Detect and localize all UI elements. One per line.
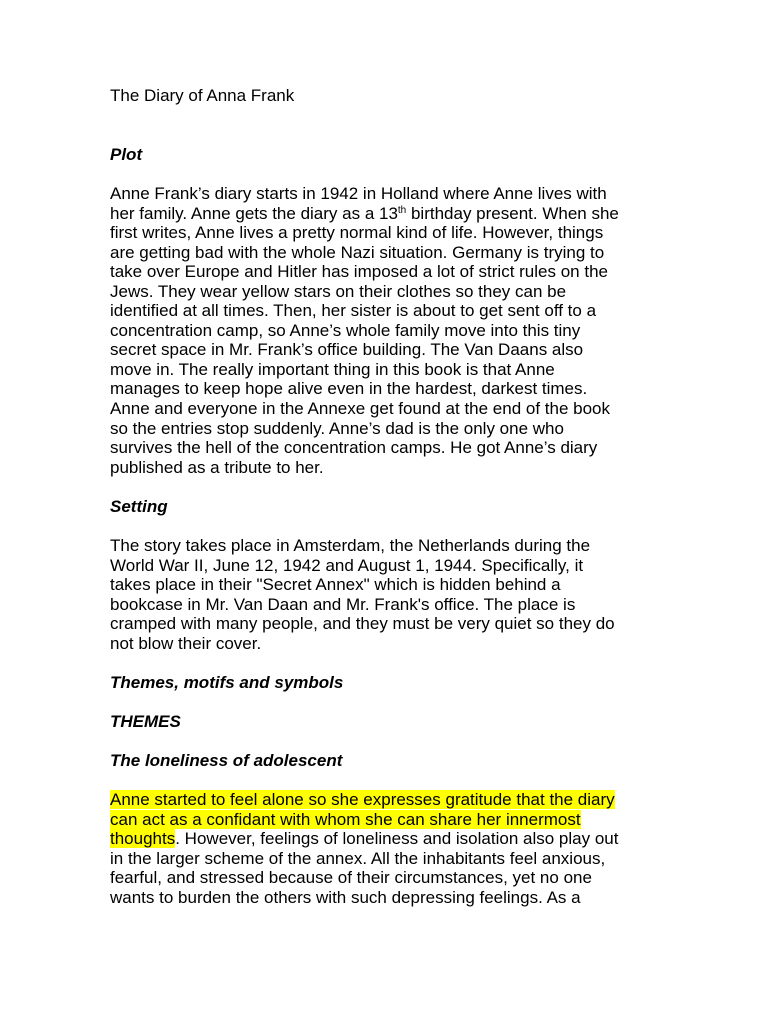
plot-line-13: so the entries stop suddenly. Anne’s dad is the only one who (110, 418, 564, 438)
ordinal-superscript: th (397, 204, 407, 216)
plot-line-2 (110, 204, 670, 224)
loneliness-line-4: in the larger scheme of the annex. All the inhabitants feel anxious, (110, 848, 606, 868)
loneliness-line-1 (110, 790, 670, 810)
plot-paragraph (110, 184, 670, 477)
plot-line-9: secret space in Mr. Frank’s office building. The Van Daans also (110, 340, 584, 360)
setting-line-6: not blow their cover. (110, 633, 262, 653)
loneliness-line-3-rest: . However, feelings of loneliness and isolation also play out (175, 829, 619, 849)
themes-heading: Themes, motifs and symbols (110, 673, 344, 692)
plot-line-4: are getting bad with the whole Nazi situation. Germany is trying to (110, 242, 605, 262)
plot-line-2-end: birthday present. When she (406, 203, 619, 223)
plot-line-11: manages to keep hope alive even in the hardest, darkest times. (110, 379, 588, 399)
plot-line-10: move in. The really important thing in this book is that Anne (110, 359, 555, 379)
plot-line-5: take over Europe and Hitler has imposed a lot of strict rules on the (110, 262, 608, 282)
setting-heading: Setting (110, 497, 168, 516)
plot-heading: Plot (110, 145, 143, 164)
plot-line-3: first writes, Anne lives a pretty normal kind of life. However, things (110, 223, 604, 243)
loneliness-line-2 (110, 810, 670, 830)
plot-line-12: Anne and everyone in the Annexe get found at the end of the book (110, 399, 611, 419)
loneliness-paragraph (110, 790, 670, 907)
loneliness-heading: The loneliness of adolescent (110, 751, 343, 770)
plot-line-8: concentration camp, so Anne’s whole family move into this tiny (110, 320, 581, 340)
plot-line-14: survives the hell of the concentration camps. He got Anne’s diary (110, 438, 598, 458)
document-title: The Diary of Anna Frank (110, 86, 295, 105)
themes-subheading: THEMES (110, 712, 181, 731)
setting-line-4: bookcase in Mr. Van Daan and Mr. Frank's office. The place is (110, 594, 576, 614)
plot-line-1: Anne Frank’s diary starts in 1942 in Holland where Anne lives with (110, 184, 607, 203)
highlighted-text: Anne started to feel alone so she expresses gratitude that the diary (110, 790, 615, 809)
setting-line-2: World War II, June 12, 1942 and August 1, 1944. Specifically, it (110, 555, 584, 575)
loneliness-line-3 (110, 829, 670, 849)
highlighted-text: can act as a confidant with whom she can share her innermost (110, 809, 581, 829)
setting-line-3: takes place in their "Secret Annex" which is hidden behind a (110, 575, 561, 595)
setting-line-1: The story takes place in Amsterdam, the Netherlands during the (110, 536, 591, 555)
plot-line-6: Jews. They wear yellow stars on their clothes so they can be (110, 281, 567, 301)
loneliness-line-5: fearful, and stressed because of their circumstances, yet no one (110, 868, 592, 888)
setting-line-5: cramped with many people, and they must be very quiet so they do (110, 614, 615, 634)
plot-line-2-start: her family. Anne gets the diary as a 13 (110, 203, 398, 223)
setting-paragraph (110, 536, 670, 653)
loneliness-line-6: wants to burden the others with such depressing feelings. As a (110, 887, 581, 907)
plot-line-7: identified at all times. Then, her sister is about to get sent off to a (110, 301, 597, 321)
plot-line-15: published as a tribute to her. (110, 457, 324, 477)
highlighted-text: thoughts (110, 829, 176, 849)
